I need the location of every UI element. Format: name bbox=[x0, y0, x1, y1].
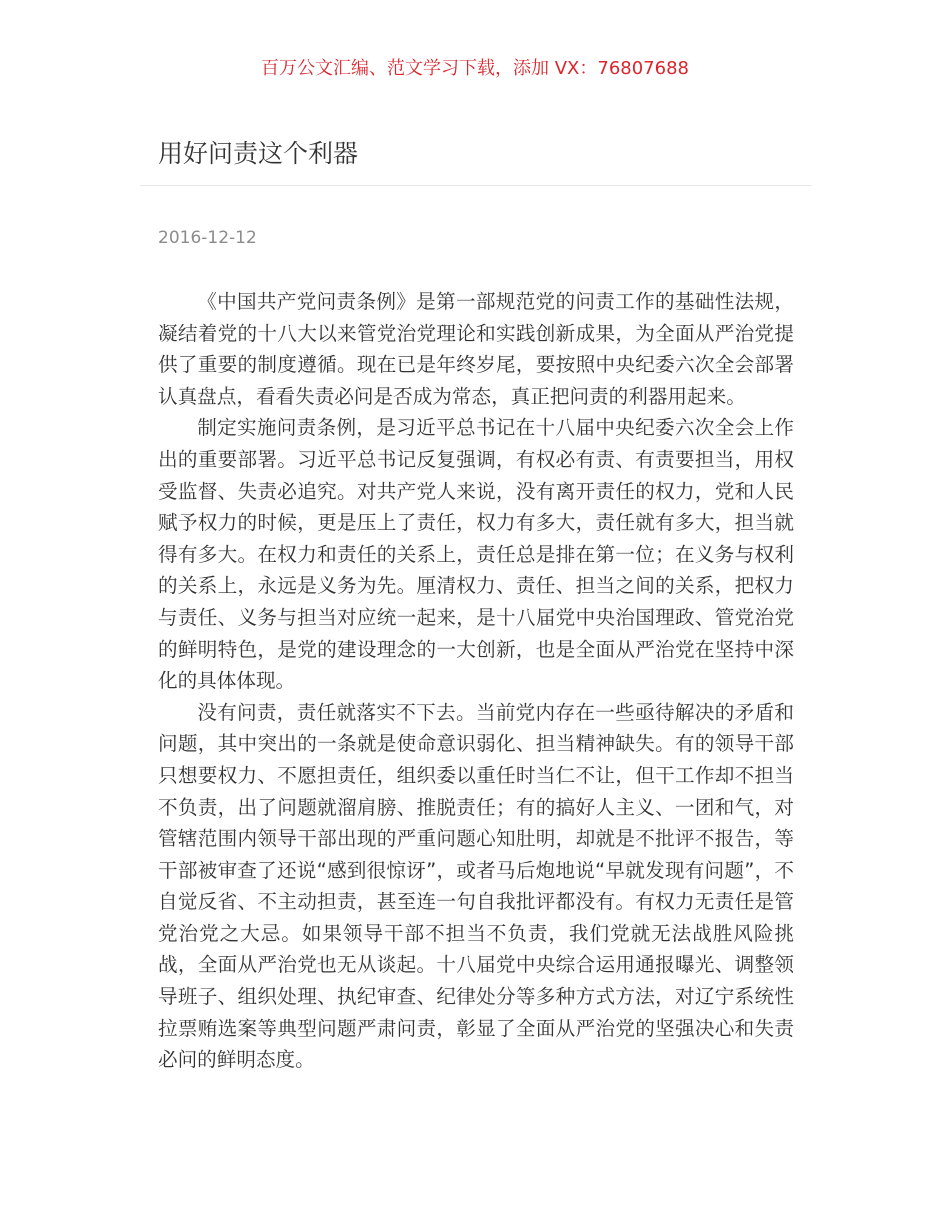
article-paragraph: 《中国共产党问责条例》是第一部规范党的问责工作的基础性法规，凝结着党的十八大以来管党治党理论和实践创新成果，为全面从严治党提供了重要的制度遵循。现在已是年终岁尾，要按照中央纪委六次全会部署认真盘点，看看失责必问是否成为常态，真正把问责的利器用起来。 bbox=[158, 290, 794, 408]
publish-date: 2016-12-12 bbox=[158, 228, 257, 248]
article-title: 用好问责这个利器 bbox=[158, 139, 359, 168]
title-divider bbox=[140, 185, 811, 186]
article-paragraph: 没有问责，责任就落实不下去。当前党内存在一些亟待解决的矛盾和问题，其中突出的一条就是使命意识弱化、担当精神缺失。有的领导干部只想要权力、不愿担责任，组织委以重任时当仁不让，但干工作却不担当不负责，出了问题就溜肩膀、推脱责任；有的搞好人主义、一团和气，对管辖范围内领导干部出现的严重问题心知肚明，却就是不批评不报告，等干部被审查了还说“感到很惊讶”，或者马后炮地说“早就发现有问题”，不自觉反省、不主动担责，甚至连一句自我批评都没有。有权力无责任是管党治党之大忌。如果领导干部不担当不负责，我们党就无法战胜风险挑战，全面从严治党也无从谈起。十八届党中央综合运用通报曝光、调整领导班子、组织处理、执纪审查、纪律处分等多种方式方法，对辽宁系统性拉票贿选案等典型问题严肃问责，彰显了全面从严治党的坚强决心和失责必问的鲜明态度。 bbox=[158, 700, 794, 1072]
promo-banner: 百万公文汇编、范文学习下载，添加 VX：76807688 bbox=[261, 58, 689, 79]
article-paragraph: 制定实施问责条例，是习近平总书记在十八届中央纪委六次全会上作出的重要部署。习近平总书记反复强调，有权必有责、有责要担当，用权受监督、失责必追究。对共产党人来说，没有离开责任的权力，党和人民赋予权力的时候，更是压上了责任，权力有多大，责任就有多大，担当就得有多大。在权力和责任的关系上，责任总是排在第一位；在义务与权利的关系上，永远是义务为先。厘清权力、责任、担当之间的关系，把权力与责任、义务与担当对应统一起来，是十八届党中央治国理政、管党治党的鲜明特色，是党的建设理念的一大创新，也是全面从严治党在坚持中深化的具体体现。 bbox=[158, 416, 794, 693]
article-body bbox=[158, 286, 794, 1076]
